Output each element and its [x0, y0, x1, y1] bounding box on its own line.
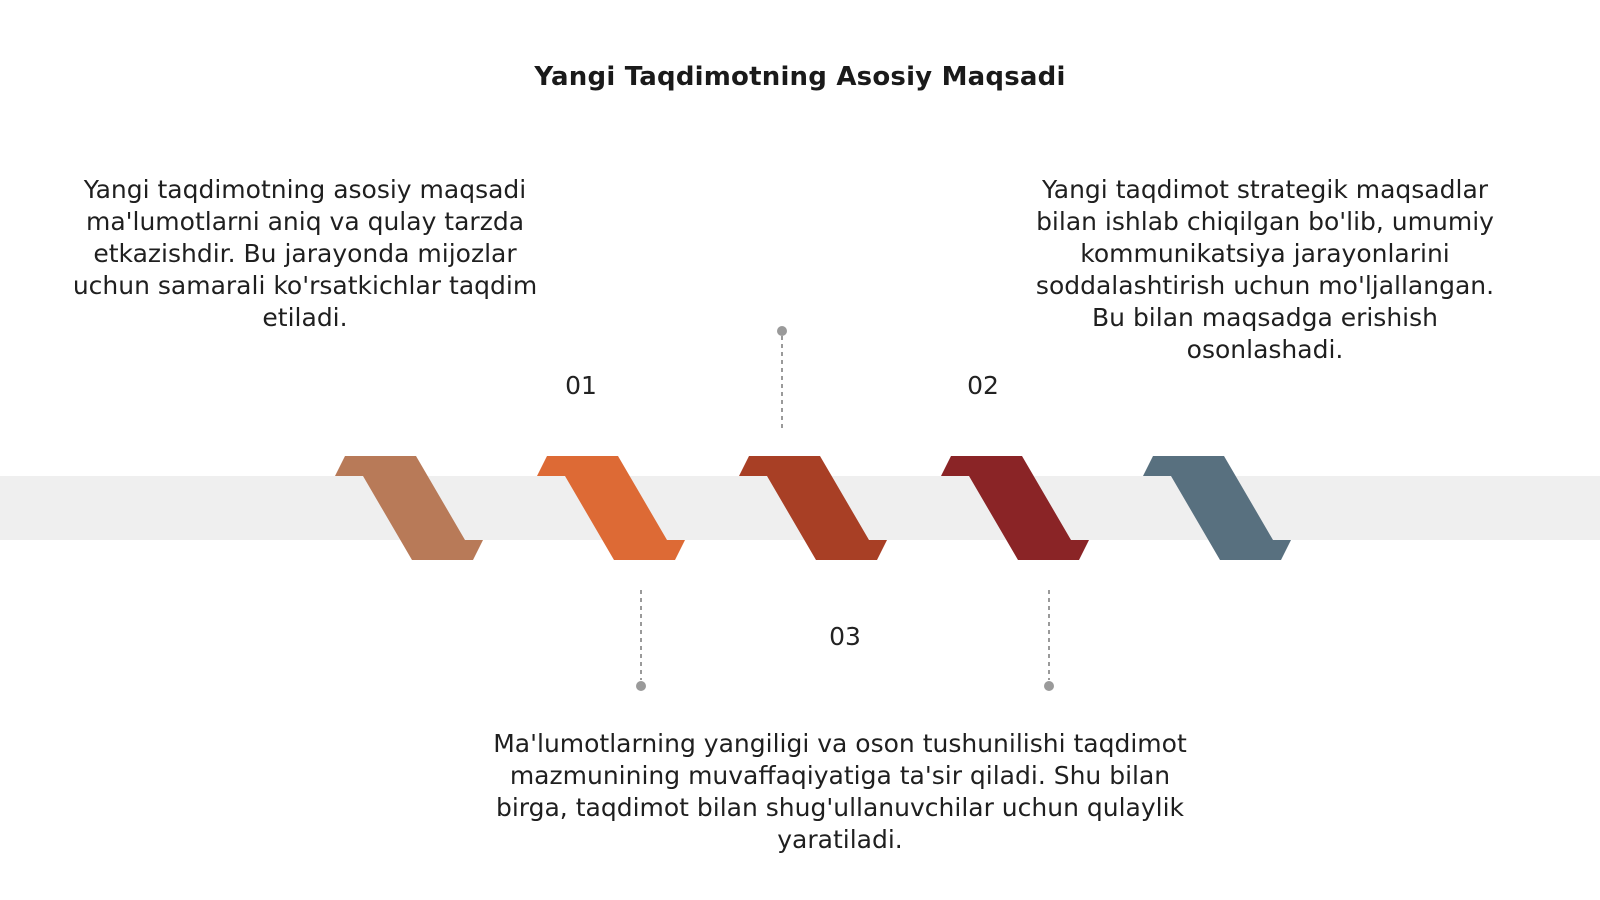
step-text-02: Yangi taqdimot strategik maqsadlar bilan ishlab chiqilgan bo'lib, umumiy kommunikatsiya jarayonlarini soddalashtirish uchun mo'ljallangan. Bu bilan maqsadga erishish osonlashadi. — [1035, 175, 1495, 364]
connector-dot-bottom-right — [1044, 681, 1054, 691]
connector-dot-bottom-left — [636, 681, 646, 691]
step-number-02: 02 — [967, 371, 999, 400]
step-text-03: Ma'lumotlarning yangiligi va oson tushunilishi taqdimot mazmunining muvaffaqiyatiga ta'sir qiladi. Shu bilan birga, taqdimot bilan shug'ullanuvchilar uchun qulaylik yaratiladi. — [493, 729, 1187, 854]
connector-dot-top — [777, 326, 787, 336]
step-number-01: 01 — [565, 371, 597, 400]
step-text-01: Yangi taqdimotning asosiy maqsadi ma'lumotlarni aniq va qulay tarzda etkazishdir. Bu jarayonda mijozlar uchun samarali ko'rsatkichlar taqdim etiladi. — [72, 175, 538, 332]
step-number-03: 03 — [829, 622, 861, 651]
page-title: Yangi Taqdimotning Asosiy Maqsadi — [534, 62, 1066, 92]
